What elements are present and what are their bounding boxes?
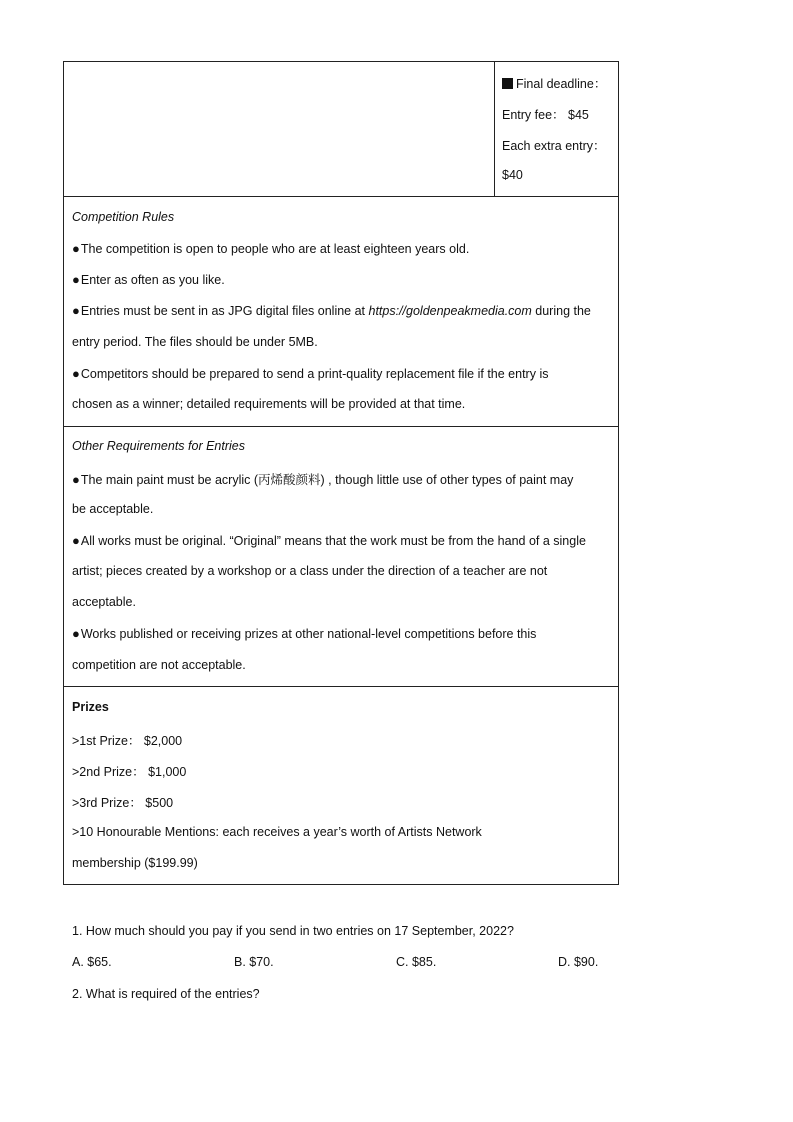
rule-enter-often: ● Enter as often as you like.: [72, 272, 225, 287]
extra-entry-label: Each extra entry：: [502, 139, 606, 153]
prize-second: >2nd Prize： $1,000: [72, 765, 187, 779]
extra-entry-value: $40: [502, 168, 523, 182]
prizes-heading: Prizes: [72, 700, 109, 714]
table-divider-requirements: [63, 686, 619, 687]
req-original-cont-1: artist; pieces created by a workshop or a class under the direction of a teacher are not: [72, 564, 548, 578]
entry-fee: Entry fee： $45: [502, 108, 589, 122]
rule-age: ● The competition is open to people who are at least eighteen years old.: [72, 241, 469, 256]
question-2: 2. What is required of the entries?: [72, 987, 260, 1001]
bullet-icon: [72, 473, 81, 487]
table-inner-divider: [494, 61, 495, 196]
question-1-option-c: C. $85.: [396, 955, 437, 969]
rules-heading: Competition Rules: [72, 210, 175, 224]
rule-replacement: ● Competitors should be prepared to send a print-quality replacement file if the entry is: [72, 366, 548, 381]
entry-url: https://goldenpeakmedia.com: [368, 304, 532, 318]
rule-file-format-cont: entry period. The files should be under 5MB.: [72, 335, 318, 349]
square-bullet-icon: [502, 78, 513, 89]
requirements-heading: Other Requirements for Entries: [72, 439, 245, 453]
prize-honourable: >10 Honourable Mentions: each receives a year’s worth of Artists Network: [72, 825, 482, 839]
prize-first: >1st Prize： $2,000: [72, 734, 183, 748]
req-published-cont: competition are not acceptable.: [72, 658, 246, 672]
question-1-option-b: B. $70.: [234, 955, 274, 969]
bullet-icon: [72, 367, 81, 381]
req-paint-cont: be acceptable.: [72, 502, 154, 516]
table-divider-rules: [63, 426, 619, 427]
question-1: 1. How much should you pay if you send in two entries on 17 September, 2022?: [72, 924, 514, 938]
bullet-icon: [72, 242, 81, 256]
final-deadline: Final deadline：: [502, 74, 606, 92]
req-original-cont-2: acceptable.: [72, 595, 136, 609]
bullet-icon: [72, 273, 81, 287]
question-1-option-a: A. $65.: [72, 955, 112, 969]
req-paint: ● The main paint must be acrylic (丙烯酸颜料) , though little use of other types of paint may: [72, 470, 573, 488]
table-border-right: [618, 61, 619, 885]
table-border-left: [63, 61, 64, 885]
rule-file-format: ● Entries must be sent in as JPG digital files online at https://goldenpeakmedia.com during the: [72, 303, 591, 318]
req-original: ● All works must be original. “Original” means that the work must be from the hand of a single: [72, 533, 586, 548]
req-published: ● Works published or receiving prizes at other national-level competitions before this: [72, 626, 536, 641]
table-border-bottom: [63, 884, 619, 885]
rule-replacement-cont: chosen as a winner; detailed requirements will be provided at that time.: [72, 397, 466, 411]
question-1-option-d: D. $90.: [558, 955, 599, 969]
bullet-icon: [72, 627, 81, 641]
prize-honourable-cont: membership ($199.99): [72, 856, 198, 870]
bullet-icon: [72, 534, 81, 548]
prize-third: >3rd Prize： $500: [72, 796, 174, 810]
bullet-icon: [72, 304, 81, 318]
table-divider-fees: [63, 196, 619, 197]
table-border-top: [63, 61, 619, 62]
